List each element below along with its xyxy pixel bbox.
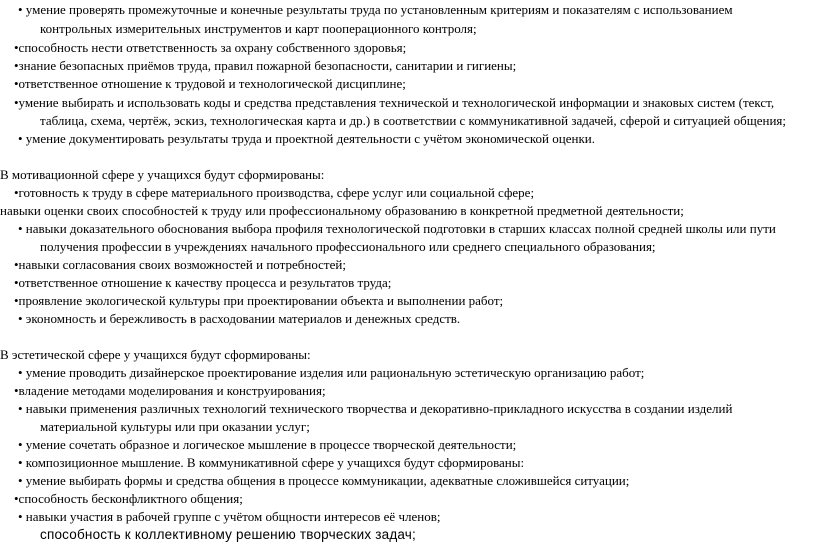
- list-item: •знание безопасных приёмов труда, правил пожарной безопасности, санитарии и гигиены;: [14, 58, 517, 73]
- section-heading: В мотивационной сфере у учащихся будут сформированы:: [0, 167, 325, 182]
- list-item: • навыки доказательного обоснования выбора профиля технологической подготовки в старших классах полной средней школы или пути: [18, 221, 776, 236]
- list-item: • умение проверять промежуточные и конечные результаты труда по установленным критериям и показателям с использованием: [18, 2, 733, 17]
- list-item-continuation: получения профессии в учреждениях начального профессионального или среднего специального образования;: [40, 239, 656, 254]
- list-item: •навыки согласования своих возможностей и потребностей;: [14, 257, 346, 272]
- list-item: • умение документировать результаты труда и проектной деятельности с учётом экономической оценки.: [18, 131, 595, 146]
- list-item: способность к коллективному решению творческих задач;: [40, 527, 416, 542]
- list-item-continuation: таблица, схема, чертёж, эскиз, технологическая карта и др.) в соответствии с коммуникативной задачей, сферой и ситуацией общения;: [40, 113, 787, 128]
- list-item: • умение выбирать формы и средства общения в процессе коммуникации, адекватные сложившейся ситуации;: [18, 473, 630, 488]
- list-item-continuation: контрольных измерительных инструментов и карт пооперационного контроля;: [40, 21, 477, 36]
- list-item: •владение методами моделирования и конструирования;: [14, 383, 326, 398]
- list-item: •ответственное отношение к трудовой и технологической дисциплине;: [14, 76, 406, 91]
- list-item: • умение проводить дизайнерское проектирование изделия или рациональную эстетическую организацию работ;: [18, 365, 645, 380]
- list-item: •способность нести ответственность за охрану собственного здоровья;: [14, 40, 407, 55]
- section-heading: В эстетической сфере у учащихся будут сформированы:: [0, 347, 311, 362]
- list-item: • умение сочетать образное и логическое мышление в процессе творческой деятельности;: [18, 437, 517, 452]
- list-item-continuation: материальной культуры или при оказании услуг;: [40, 419, 310, 434]
- list-item: •умение выбирать и использовать коды и средства представления технической и технологической информации и знаковых систем (текст,: [14, 95, 775, 110]
- paragraph-line: навыки оценки своих способностей к труду или профессиональному образованию в конкретной предметной деятельности;: [0, 203, 684, 218]
- list-item: •способность бесконфликтного общения;: [14, 491, 243, 506]
- list-item: • композиционное мышление. В коммуникативной сфере у учащихся будут сформированы:: [18, 455, 525, 470]
- list-item: •готовность к труду в сфере материального производства, сфере услуг или социальной сфере;: [14, 185, 535, 200]
- list-item: •проявление экологической культуры при проектировании объекта и выполнении работ;: [14, 293, 504, 308]
- list-item: • навыки применения различных технологий технического творчества и декоративно-прикладного искусства в создании изделий: [18, 401, 733, 416]
- list-item: •ответственное отношение к качеству процесса и результатов труда;: [14, 275, 392, 290]
- list-item: • навыки участия в рабочей группе с учётом общности интересов её членов;: [18, 509, 441, 524]
- list-item: • экономность и бережливость в расходовании материалов и денежных средств.: [18, 311, 461, 326]
